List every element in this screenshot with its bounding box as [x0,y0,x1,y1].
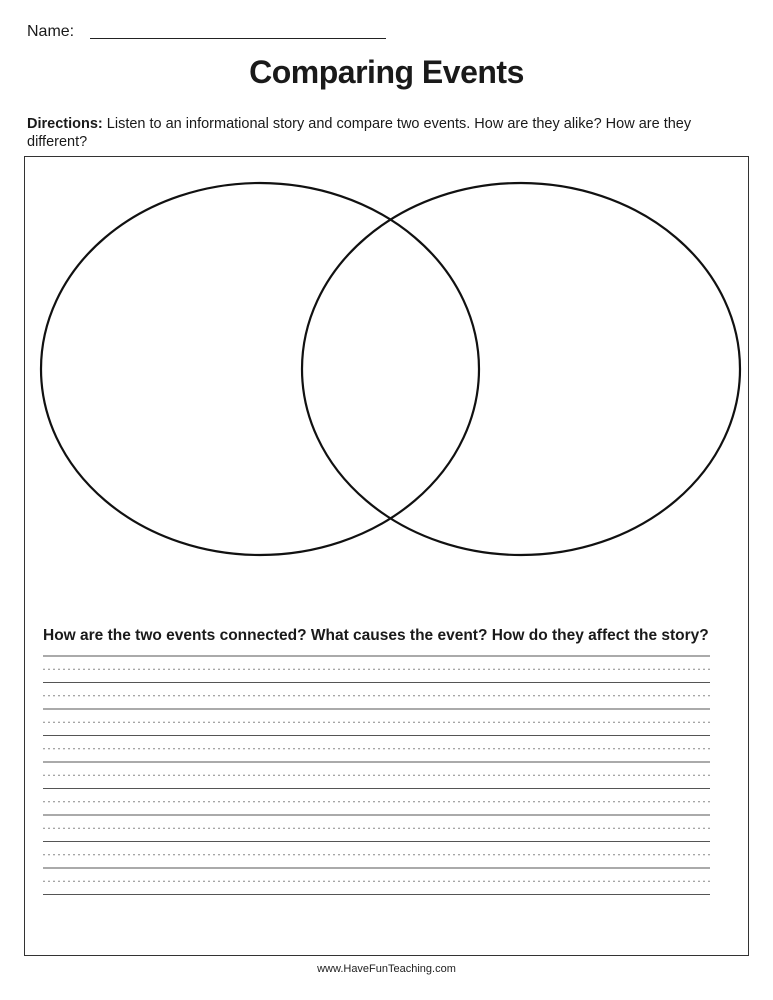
writing-lines[interactable] [43,654,710,924]
writing-question: How are the two events connected? What causes the event? How do they affect the story? [43,627,709,644]
name-label: Name: [27,23,75,40]
venn-left-circle[interactable] [41,183,479,555]
venn-right-circle[interactable] [302,183,740,555]
page-title: Comparing Events [249,54,524,90]
footer-website: www.HaveFunTeaching.com [317,963,456,975]
directions-text: Listen to an informational story and compare two events. How are they alike? How are they different? [27,116,692,150]
directions-label: Directions: [27,116,103,132]
